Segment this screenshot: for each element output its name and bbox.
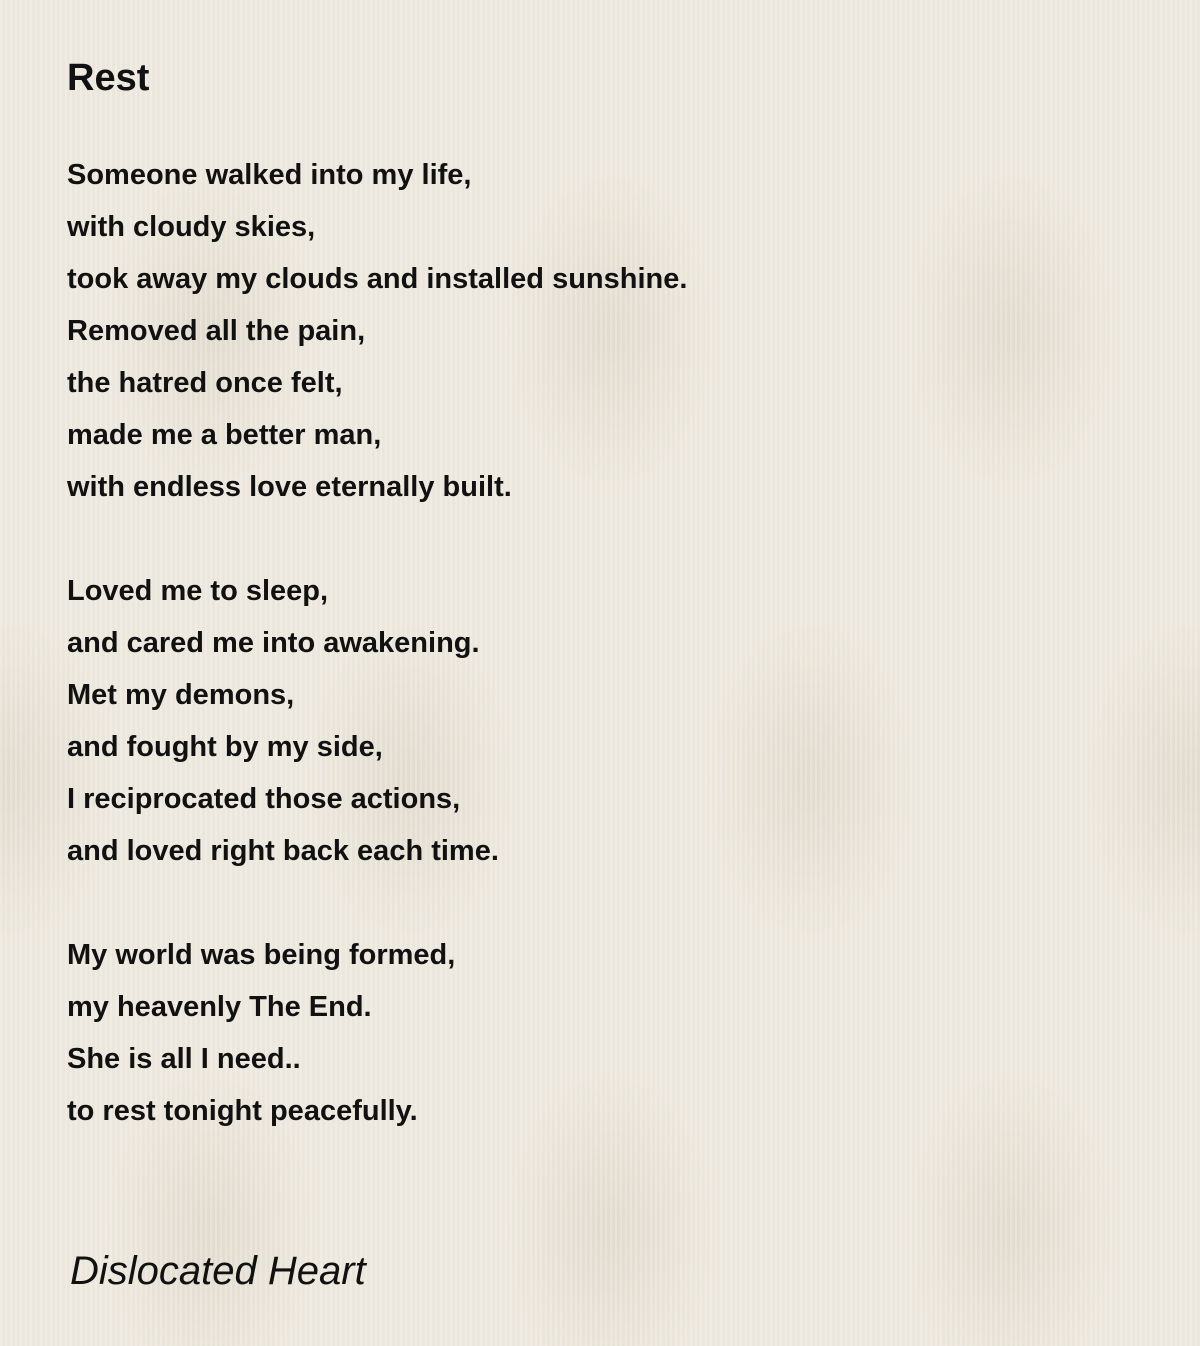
poem-title: Rest <box>67 57 150 99</box>
poem-line: made me a better man, <box>67 419 382 451</box>
poem-line: my heavenly The End. <box>67 991 372 1023</box>
poem-line: Someone walked into my life, <box>67 159 472 191</box>
poem-line: I reciprocated those actions, <box>67 783 461 815</box>
stanza-2 <box>67 565 1127 877</box>
poem-body <box>67 149 1127 1189</box>
poem-line: to rest tonight peacefully. <box>67 1095 418 1127</box>
poem-line: the hatred once felt, <box>67 367 343 399</box>
stanza-3 <box>67 929 1127 1137</box>
poem-line: and loved right back each time. <box>67 835 499 867</box>
poem-line: and fought by my side, <box>67 731 383 763</box>
poem-line: Met my demons, <box>67 679 295 711</box>
poem-line: and cared me into awakening. <box>67 627 480 659</box>
poem-line: She is all I need.. <box>67 1043 301 1075</box>
poem-line: with endless love eternally built. <box>67 471 512 503</box>
poem-author: Dislocated Heart <box>70 1249 366 1293</box>
poem-line: Loved me to sleep, <box>67 575 329 607</box>
poem-line: with cloudy skies, <box>67 211 316 243</box>
poem-line: took away my clouds and installed sunshine. <box>67 263 688 295</box>
stanza-1 <box>67 149 1127 513</box>
poem-line: My world was being formed, <box>67 939 456 971</box>
poem-line: Removed all the pain, <box>67 315 366 347</box>
